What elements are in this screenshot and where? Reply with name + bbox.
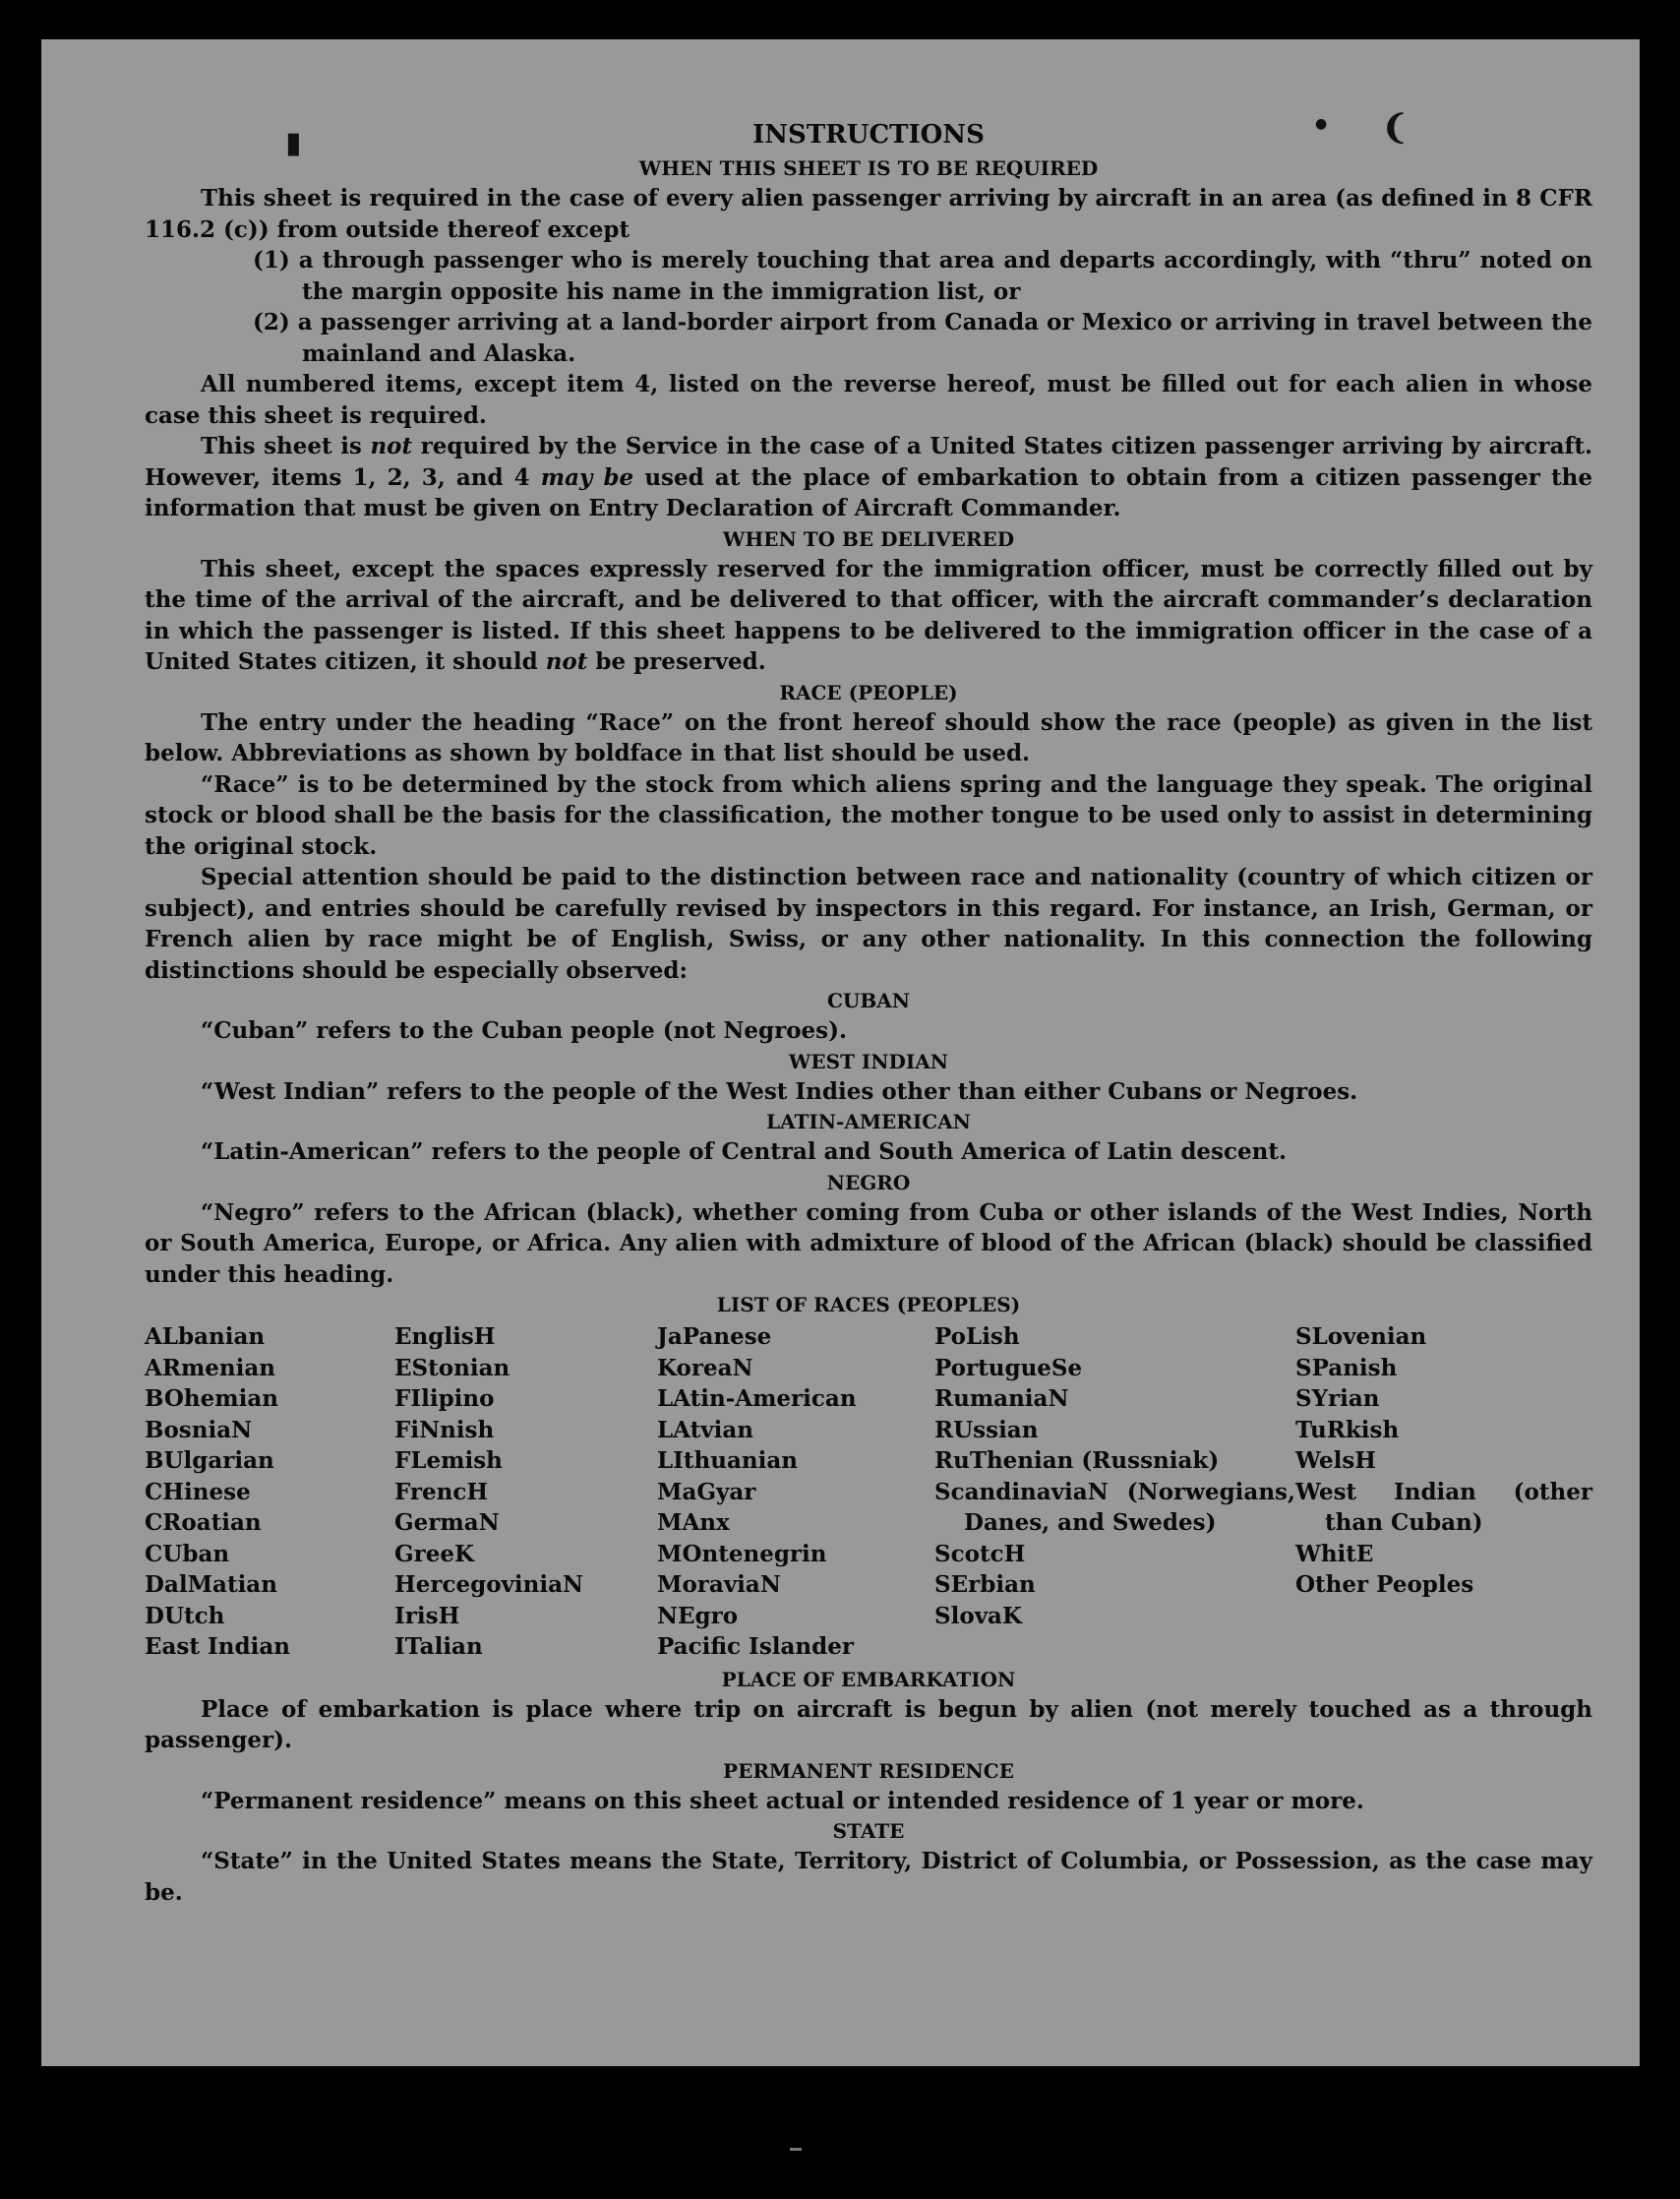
race-entry: IrisH — [394, 1602, 460, 1629]
race-entry: East Indian — [145, 1633, 290, 1660]
race-entry: LAtin-American — [657, 1385, 857, 1412]
paragraph: “Race” is to be determined by the stock from which aliens spring and the language they speak. The original stock or blood shall be the basis for the classification, the mother tongue to be used only to assist in determining the original stock. — [145, 770, 1592, 860]
race-entry: RUssian — [934, 1416, 1039, 1443]
heading-list-of-races: LIST OF RACES (PEOPLES) — [716, 1293, 1021, 1316]
heading-west-indian: WEST INDIAN — [788, 1049, 949, 1073]
races-column-3 — [657, 1321, 934, 1663]
heading-latin-american: LATIN-AMERICAN — [766, 1110, 971, 1133]
heading-embarkation: PLACE OF EMBARKATION — [721, 1667, 1016, 1691]
race-entry: SErbian — [934, 1571, 1036, 1598]
text-run: be preserved. — [587, 648, 766, 675]
races-list — [145, 1321, 1592, 1663]
race-entry: CRoatian — [145, 1509, 262, 1536]
heading-when-required: WHEN THIS SHEET IS TO BE REQUIRED — [638, 156, 1099, 180]
race-entry: MaGyar — [657, 1478, 756, 1505]
document-page — [41, 39, 1640, 2066]
scan-mark: ❨ — [1381, 108, 1410, 148]
paragraph: “Permanent residence” means on this sheet actual or intended residence of 1 year or more. — [201, 1787, 1364, 1814]
list-item: (1) a through passenger who is merely touching that area and departs accordingly, with “thru” noted on the margin opposite his name in the immigration list, or — [253, 247, 1592, 305]
text-run: required by the Service in the case of a United States citizen passenger arriving by aircraft. However, items 1, 2, 3, and 4 — [145, 433, 1592, 491]
race-entry: SPanish — [1295, 1354, 1398, 1381]
race-entry: PoLish — [934, 1323, 1020, 1350]
heading-cuban: CUBAN — [826, 989, 911, 1012]
text-run-italic: not — [545, 648, 588, 675]
race-entry: LIthuanian — [657, 1447, 798, 1474]
race-entry: ITalian — [394, 1633, 483, 1660]
race-entry: MAnx — [657, 1509, 730, 1536]
race-entry: SlovaK — [934, 1602, 1022, 1629]
paragraph: Place of embarkation is place where trip on aircraft is begun by alien (not merely touched as a through passenger). — [145, 1695, 1592, 1753]
race-entry: SYrian — [1295, 1385, 1380, 1412]
races-column-2 — [394, 1321, 657, 1663]
list-item: (2) a passenger arriving at a land-border airport from Canada or Mexico or arriving in travel between the mainland and Alaska. — [253, 309, 1592, 367]
text-run: This sheet is — [201, 433, 371, 459]
scan-mark — [790, 2148, 802, 2151]
text-run-italic: not — [370, 433, 413, 459]
race-entry: DalMatian — [145, 1571, 277, 1598]
race-entry: EStonian — [394, 1354, 510, 1381]
heading-race: RACE (PEOPLE) — [779, 680, 958, 704]
scan-mark: ● — [1315, 116, 1328, 132]
paragraph: “Cuban” refers to the Cuban people (not Negroes). — [201, 1017, 848, 1044]
heading-state: STATE — [832, 1819, 905, 1843]
race-entry: KoreaN — [657, 1354, 753, 1381]
heading-permanent-residence: PERMANENT RESIDENCE — [723, 1758, 1014, 1783]
race-entry: CHinese — [145, 1478, 251, 1505]
races-column-4 — [934, 1321, 1295, 1663]
race-entry: DUtch — [145, 1602, 225, 1629]
paragraph: “Latin-American” refers to the people of Central and South America of Latin descent. — [201, 1138, 1287, 1165]
race-entry: RumaniaN — [934, 1385, 1069, 1412]
race-entry: LAtvian — [657, 1416, 753, 1443]
race-entry: MoraviaN — [657, 1571, 781, 1598]
paragraph: “Negro” refers to the African (black), whether coming from Cuba or other islands of the West Indies, North or South America, Europe, or Africa. Any alien with admixture of blood of the African (black) should be classified under this heading. — [145, 1198, 1592, 1288]
race-entry: MOntenegrin — [657, 1540, 827, 1567]
race-entry: ARmenian — [145, 1354, 276, 1381]
heading-delivered: WHEN TO BE DELIVERED — [722, 526, 1015, 551]
race-entry: WhitE — [1295, 1540, 1374, 1567]
race-entry: BosniaN — [145, 1416, 253, 1443]
paragraph: The entry under the heading “Race” on the front hereof should show the race (people) as given in the list below. Abbreviations as shown by boldface in that list should be used. — [145, 708, 1592, 766]
race-entry: JaPanese — [657, 1323, 772, 1350]
paragraph — [145, 554, 1592, 678]
race-entry: PortugueSe — [934, 1354, 1083, 1381]
paragraph: All numbered items, except item 4, listed on the reverse hereof, must be filled out for each alien in whose case this sheet is required. — [145, 371, 1592, 429]
race-entry: FiNnish — [394, 1416, 495, 1443]
paragraph: “West Indian” refers to the people of the West Indies other than either Cubans or Negroes. — [201, 1077, 1358, 1105]
race-entry: ALbanian — [145, 1323, 266, 1350]
paragraph: “State” in the United States means the State, Territory, District of Columbia, or Possession, as the case may be. — [145, 1848, 1592, 1906]
paragraph: Special attention should be paid to the distinction between race and nationality (country of which citizen or subject), and entries should be carefully revised by inspectors in this regard. For instance, an Irish, German, or French alien by race might be of English, Swiss, or any other nationality. In this connection the following distinctions should be especially observed: — [145, 864, 1592, 984]
race-entry: GreeK — [394, 1540, 475, 1567]
race-entry: West Indian (other than Cuban) — [1295, 1478, 1592, 1536]
race-entry: BOhemian — [145, 1385, 278, 1412]
text-run: This sheet, except the spaces expressly reserved for the immigration officer, must be correctly filled out by the time of the arrival of the aircraft, and be delivered to that officer, with the aircraft commander’s declaration in which the passenger is listed. If this sheet happens to be delivered to the immigration officer in the case of a United States citizen, it should — [145, 555, 1592, 675]
race-entry: GermaN — [394, 1509, 500, 1536]
race-entry: FIlipino — [394, 1385, 495, 1412]
race-entry: EnglisH — [394, 1323, 496, 1350]
race-entry: FrencH — [394, 1478, 489, 1505]
race-entry: ScotcH — [934, 1540, 1026, 1567]
race-entry: SLovenian — [1295, 1323, 1427, 1350]
race-entry: TuRkish — [1295, 1416, 1400, 1443]
race-entry: WelsH — [1295, 1447, 1377, 1474]
race-entry: HercegoviniaN — [394, 1571, 584, 1598]
paragraph: This sheet is required in the case of every alien passenger arriving by aircraft in an area (as defined in 8 CFR 116.2 (c)) from outside thereof except — [145, 185, 1592, 243]
race-entry: FLemish — [394, 1447, 503, 1474]
paragraph — [145, 431, 1592, 524]
text-run-italic: may be — [540, 463, 634, 491]
scan-mark: ▮ — [285, 126, 302, 160]
race-entry: NEgro — [657, 1602, 739, 1629]
text-run: used at the place of embarkation to obtain from a citizen passenger the information that must be given on Entry Declaration of Aircraft Commander. — [145, 463, 1593, 521]
race-entry: RuThenian (Russniak) — [934, 1447, 1220, 1474]
race-entry: BUlgarian — [145, 1447, 274, 1474]
page-title: INSTRUCTIONS — [752, 120, 985, 150]
races-column-5 — [1295, 1321, 1592, 1663]
race-entry: ScandinaviaN (Norwegians, Danes, and Swedes) — [934, 1478, 1295, 1536]
race-entry: Other Peoples — [1295, 1571, 1474, 1598]
races-column-1 — [145, 1321, 394, 1663]
race-entry: CUban — [145, 1540, 230, 1567]
heading-negro: NEGRO — [826, 1170, 911, 1194]
race-entry: Pacific Islander — [657, 1633, 854, 1660]
instructions-text — [145, 116, 1592, 1908]
